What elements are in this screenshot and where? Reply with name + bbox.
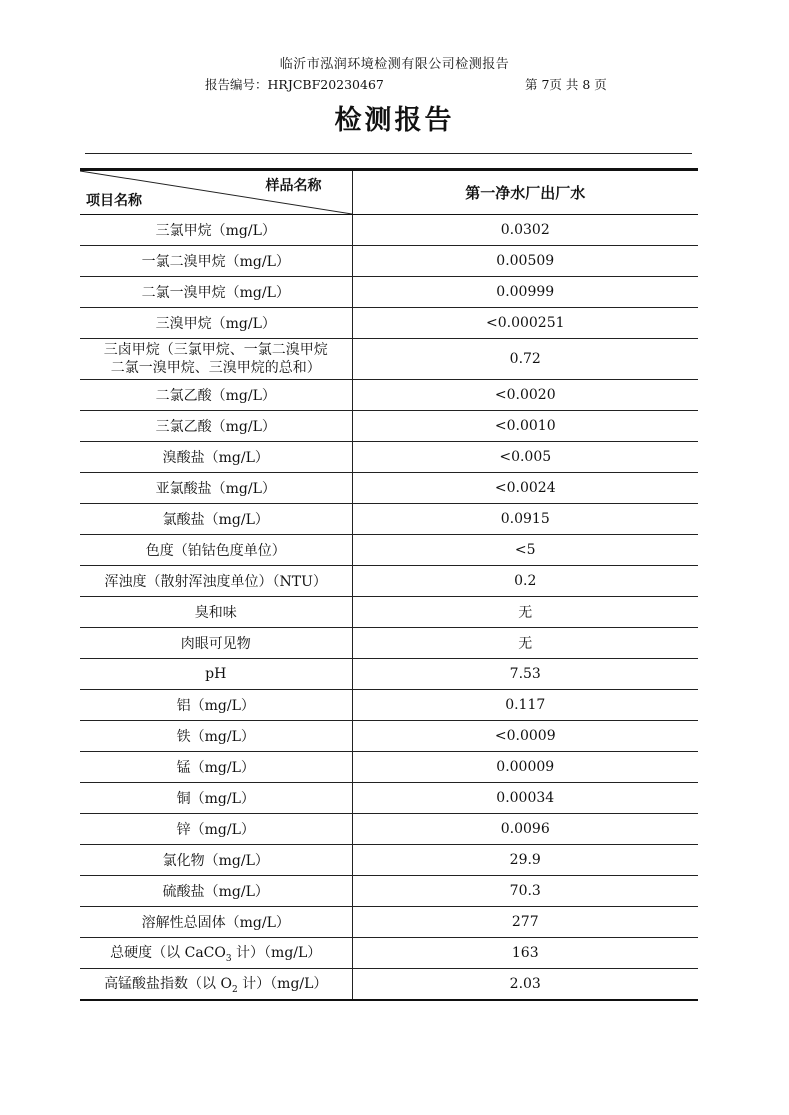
- item-name: 铝（mg/L）: [80, 690, 352, 721]
- item-value: 277: [352, 907, 698, 938]
- item-value: <5: [352, 535, 698, 566]
- item-name: 色度（铂钴色度单位）: [80, 535, 352, 566]
- item-name: 浑浊度（散射浑浊度单位）（NTU）: [80, 566, 352, 597]
- company-header: 临沂市泓润环境检测有限公司检测报告: [279, 57, 510, 72]
- table-row: [80, 876, 698, 907]
- item-value: 0.00509: [352, 246, 698, 277]
- header-rule: [85, 153, 692, 154]
- item-value: <0.0010: [352, 411, 698, 442]
- item-value: 0.72: [352, 339, 698, 380]
- table-row: [80, 380, 698, 411]
- table-row: [80, 907, 698, 938]
- table-row: [80, 339, 698, 380]
- item-value: 0.00009: [352, 752, 698, 783]
- item-name: 二氯乙酸（mg/L）: [80, 380, 352, 411]
- table-row: [80, 246, 698, 277]
- item-name-subscript: 2: [232, 984, 238, 995]
- corner-cell: [80, 170, 352, 215]
- item-value: 0.2: [352, 566, 698, 597]
- item-value: 70.3: [352, 876, 698, 907]
- table-row: [80, 277, 698, 308]
- table-row: [80, 690, 698, 721]
- item-name: 溶解性总固体（mg/L）: [80, 907, 352, 938]
- sample-name: 第一净水厂出厂水: [465, 184, 586, 202]
- item-name: 锌（mg/L）: [80, 814, 352, 845]
- item-name: 铜（mg/L）: [80, 783, 352, 814]
- item-name: 三溴甲烷（mg/L）: [80, 308, 352, 339]
- table-row: [80, 442, 698, 473]
- item-value: 0.00999: [352, 277, 698, 308]
- table-row: [80, 308, 698, 339]
- table-header-row: [80, 170, 698, 215]
- results-table: [80, 168, 698, 1001]
- item-name: 锰（mg/L）: [80, 752, 352, 783]
- item-value: <0.0009: [352, 721, 698, 752]
- table-row: [80, 814, 698, 845]
- item-name: 氯酸盐（mg/L）: [80, 504, 352, 535]
- report-number: 报告编号：HRJCBF20230467: [205, 77, 384, 92]
- item-name-line: 三卤甲烷（三氯甲烷、一氯二溴甲烷: [103, 342, 328, 358]
- table-row: [80, 535, 698, 566]
- item-value: 0.0915: [352, 504, 698, 535]
- item-name-subscript: 3: [225, 953, 232, 964]
- table-row: [80, 566, 698, 597]
- item-name: 三氯乙酸（mg/L）: [80, 411, 352, 442]
- item-value: 无: [352, 597, 698, 628]
- item-name: 三氯甲烷（mg/L）: [80, 215, 352, 246]
- item-name: 氯化物（mg/L）: [80, 845, 352, 876]
- table-row: [80, 215, 698, 246]
- table-row: [80, 752, 698, 783]
- table-row: [80, 845, 698, 876]
- item-name: pH: [80, 659, 352, 690]
- item-name: 硫酸盐（mg/L）: [80, 876, 352, 907]
- item-value: <0.0020: [352, 380, 698, 411]
- item-value: <0.005: [352, 442, 698, 473]
- item-name: 臭和味: [80, 597, 352, 628]
- item-value: 7.53: [352, 659, 698, 690]
- item-value: 无: [352, 628, 698, 659]
- table-row: [80, 504, 698, 535]
- table-row: [80, 597, 698, 628]
- item-value: 0.00034: [352, 783, 698, 814]
- item-name-part: 高锰酸盐指数（以 O: [104, 976, 232, 993]
- item-name-heading: 项目名称: [86, 193, 142, 209]
- item-value: 2.03: [352, 969, 698, 1001]
- item-value: 0.117: [352, 690, 698, 721]
- item-value: 0.0302: [352, 215, 698, 246]
- table-row: [80, 783, 698, 814]
- item-name: [80, 938, 352, 969]
- sample-name-heading: 样品名称: [265, 178, 322, 194]
- item-name: 溴酸盐（mg/L）: [80, 442, 352, 473]
- item-value: <0.0024: [352, 473, 698, 504]
- table-row: [80, 938, 698, 969]
- item-name: [80, 969, 352, 1001]
- item-value: 29.9: [352, 845, 698, 876]
- table-row: [80, 969, 698, 1001]
- item-value: 0.0096: [352, 814, 698, 845]
- table-row: [80, 411, 698, 442]
- table-row: [80, 473, 698, 504]
- item-value: 163: [352, 938, 698, 969]
- page-title: 检测报告: [334, 105, 455, 136]
- item-name: 一氯二溴甲烷（mg/L）: [80, 246, 352, 277]
- item-name: 亚氯酸盐（mg/L）: [80, 473, 352, 504]
- item-name-part: 计）（mg/L）: [237, 976, 328, 993]
- item-name: 肉眼可见物: [80, 628, 352, 659]
- item-name-part: 总硬度（以 CaCO: [110, 945, 226, 962]
- item-value: <0.000251: [352, 308, 698, 339]
- page-indicator: 第 7页 共 8 页: [525, 77, 607, 92]
- table-row: [80, 721, 698, 752]
- item-name-line: 二氯一溴甲烷、三溴甲烷的总和）: [110, 360, 321, 376]
- table-row: [80, 659, 698, 690]
- sample-name-cell: [352, 170, 698, 215]
- item-name: 二氯一溴甲烷（mg/L）: [80, 277, 352, 308]
- item-name: 铁（mg/L）: [80, 721, 352, 752]
- item-name-part: 计）（mg/L）: [231, 945, 322, 962]
- item-name: [80, 339, 352, 380]
- table-row: [80, 628, 698, 659]
